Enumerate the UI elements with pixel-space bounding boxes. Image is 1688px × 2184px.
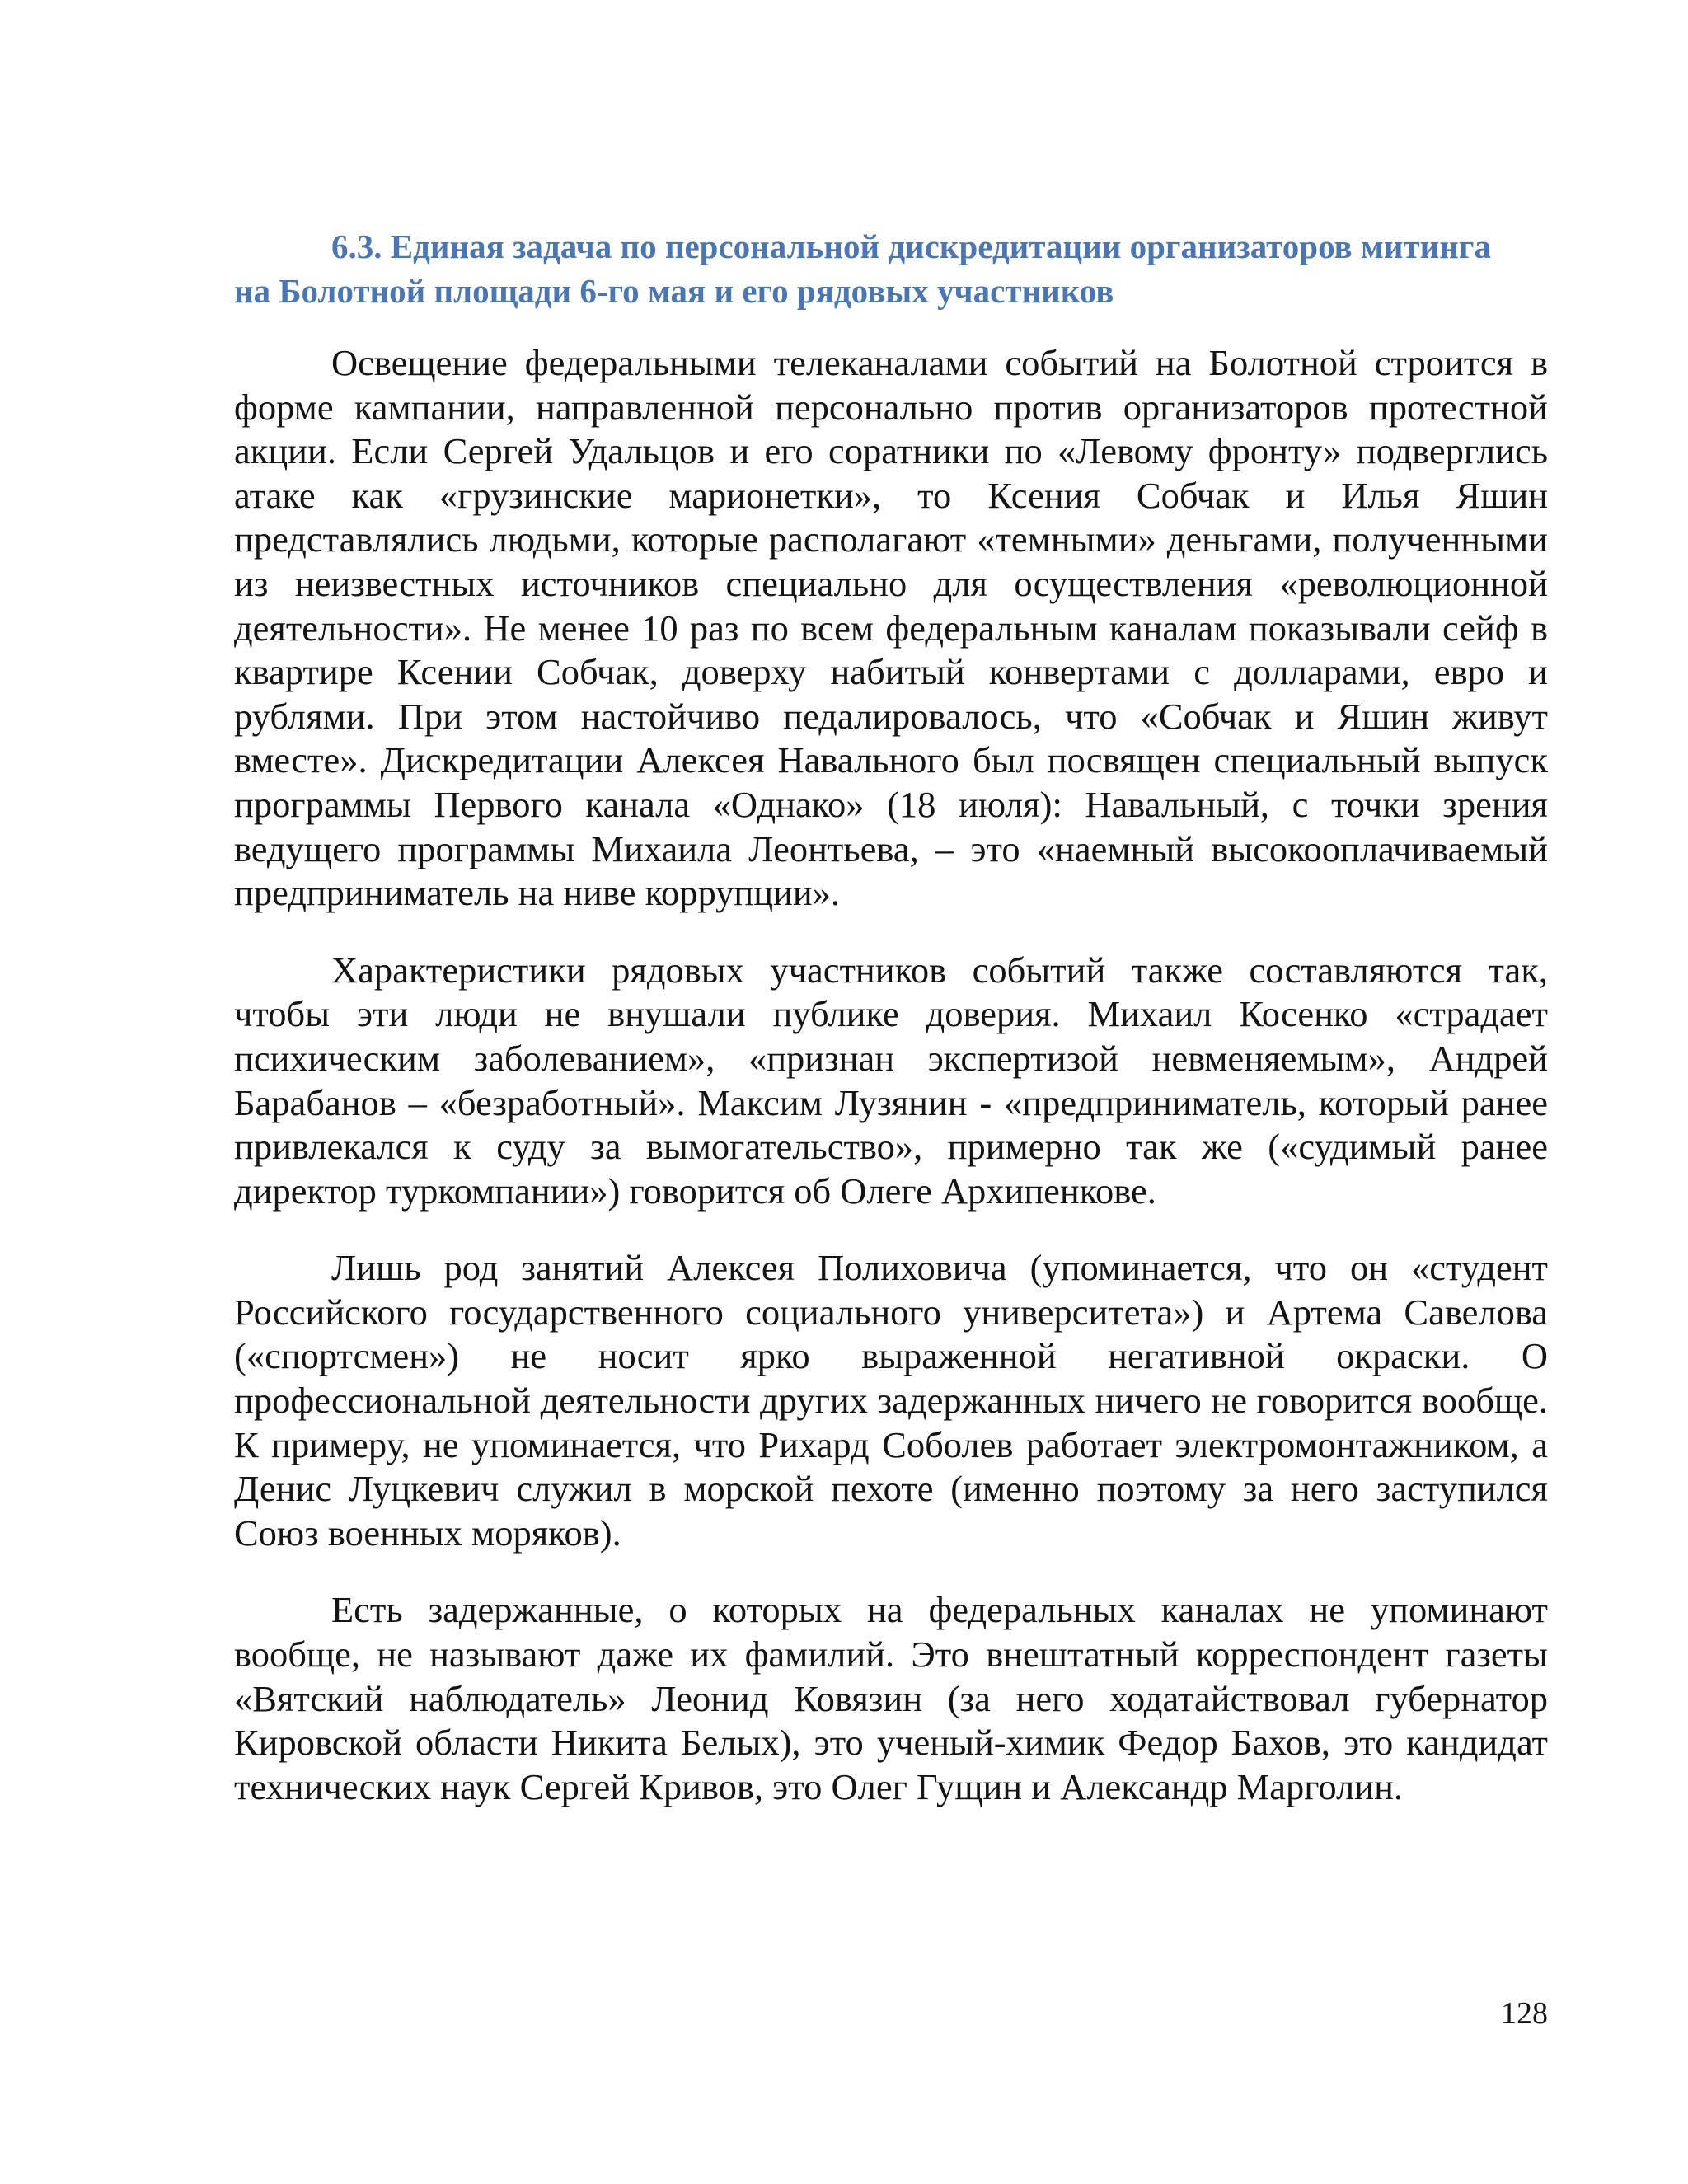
paragraph-3: Лишь род занятий Алексея Полиховича (упоминается, что он «студент Российского государственного социального университета») и Артема Савелова («спортсмен») не носит ярко выраженной негативной окраски. О профессиональной деятельности других задержанных ничего не говорится вообще. К примеру, не упоминается, что Рихард Соболев работает электромонтажником, а Денис Луцкевич служил в морской пехоте (именно поэтому за него заступился Союз военных моряков). (234, 1247, 1548, 1554)
paragraph-1: Освещение федеральными телеканалами событий на Болотной строится в форме кампании, направленной персонально против организаторов протестной акции. Если Сергей Удальцов и его соратники по «Левому фронту» подверглись атаке как «грузинские марионетки», то Ксения Собчак и Илья Яшин представлялись людьми, которые располагают «темными» деньгами, полученными из неизвестных источников специально для осуществления «революционной деятельности». Не менее 10 раз по всем федеральным каналам показывали сейф в квартире Ксении Собчак, доверху набитый конвертами с долларами, евро и рублями. При этом настойчиво педалировалось, что «Собчак и Яшин живут вместе». Дискредитации Алексея Навального был посвящен специальный выпуск программы Первого канала «Однако» (18 июля): Навальный, с точки зрения ведущего программы Михаила Леонтьева, – это «наемный высокооплачиваемый предприниматель на ниве коррупции». (234, 342, 1548, 914)
page-number: 128 (1501, 1996, 1548, 2031)
section-heading-line-2: на Болотной площади 6-го мая и его рядовых участников (234, 272, 1114, 310)
page-content (234, 224, 1548, 1809)
section-heading-line-1: 6.3. Единая задача по персональной дискредитации организаторов митинга (331, 227, 1491, 265)
section-heading (234, 224, 1548, 313)
paragraph-2: Характеристики рядовых участников событий также составляются так, чтобы эти люди не внушали публике доверия. Михаил Косенко «страдает психическим заболеванием», «признан экспертизой невменяемым», Андрей Барабанов – «безработный». Максим Лузянин - «предприниматель, который ранее привлекался к суду за вымогательство», примерно так же («судимый ранее директор туркомпании») говорится об Олеге Архипенкове. (234, 949, 1548, 1212)
paragraph-4: Есть задержанные, о которых на федеральных каналах не упоминают вообще, не называют даже их фамилий. Это внештатный корреспондент газеты «Вятский наблюдатель» Леонид Ковязин (за него ходатайствовал губернатор Кировской области Никита Белых), это ученый-химик Федор Бахов, это кандидат технических наук Сергей Кривов, это Олег Гущин и Александр Марголин. (234, 1589, 1548, 1807)
